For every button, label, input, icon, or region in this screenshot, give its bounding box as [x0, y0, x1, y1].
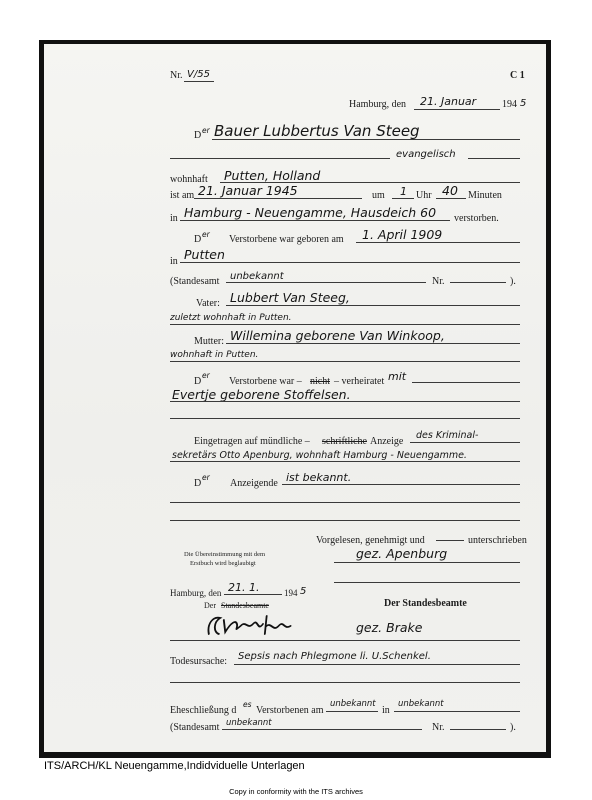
vater-label: Vater:: [196, 298, 220, 309]
verstorben-label: verstorben.: [454, 213, 499, 224]
ehe-label: Eheschließung d: [170, 705, 237, 716]
archive-caption: ITS/ARCH/KL Neuengamme,Indidviduelle Unterlagen: [44, 760, 305, 772]
hour: 1: [400, 185, 407, 198]
in-label: in: [170, 213, 178, 224]
anzeige-hand-1: des Kriminal-: [416, 430, 479, 441]
married-text-2: – verheiratet: [334, 376, 385, 387]
nr-label: Nr.: [170, 70, 183, 81]
ubereinstimmung-line-2: Erstbuch wird beglaubigt: [190, 560, 256, 567]
ist-am-label: ist am: [170, 190, 195, 201]
death-certificate-document: [44, 44, 546, 752]
nr-value: V/55: [187, 69, 210, 80]
anzeigende-label: Anzeigende: [230, 478, 278, 489]
um-label: um: [372, 190, 385, 201]
minuten-label: Minuten: [468, 190, 502, 201]
date-value: 21. Januar: [420, 95, 477, 108]
eingetragen-text: Eingetragen auf mündliche –: [194, 436, 310, 447]
birth-date: 1. April 1909: [362, 227, 443, 242]
form-code: C 1: [510, 70, 525, 81]
anzeige-hand-2: sekretärs Otto Apenburg, wohnhaft Hamburg - Neuengamme.: [172, 450, 467, 461]
ehe-text: Verstorbenen am: [256, 705, 324, 716]
mutter-value: Willemina geborene Van Winkoop,: [230, 328, 445, 343]
der-prefix: D: [194, 130, 202, 141]
mutter-address: wohnhaft in Putten.: [170, 350, 259, 360]
spouse: Evertje geborene Stoffelsen.: [172, 387, 351, 402]
standesamt-value: unbekannt: [230, 271, 284, 282]
standesamt-2-value: unbekannt: [226, 718, 272, 728]
married-strike: nicht: [310, 376, 330, 387]
vater-value: Lubbert Van Steeg,: [230, 290, 350, 305]
religion: evangelisch: [396, 149, 456, 160]
vater-address: zuletzt wohnhaft in Putten.: [170, 313, 292, 323]
year-printed: 194: [502, 99, 517, 110]
death-place: Hamburg - Neuengamme, Hausdeich 60: [184, 205, 437, 220]
born-d: D: [194, 234, 202, 245]
nr-label-3: Nr.: [432, 722, 445, 733]
married-text: Verstorbene war –: [229, 376, 302, 387]
gez-apenburg: gez. Apenburg: [356, 546, 448, 561]
uhr-label: Uhr: [416, 190, 432, 201]
todesursache-label: Todesursache:: [170, 656, 228, 667]
todesursache-value: Sepsis nach Phlegmone li. U.Schenkel.: [238, 651, 431, 662]
nr-label-2: Nr.: [432, 276, 445, 287]
wohnhaft-value: Putten, Holland: [224, 168, 321, 183]
death-date: 21. Januar 1945: [198, 183, 298, 198]
standesamt-2-label: (Standesamt: [170, 722, 220, 733]
born-text: Verstorbene war geboren am: [229, 234, 344, 245]
standesbeamte-left: Standesbeamte: [221, 601, 269, 610]
close-paren-2: ).: [510, 722, 516, 733]
standesamt-label: (Standesamt: [170, 276, 220, 287]
anzeigende-der-suffix: er: [202, 473, 210, 482]
gez-brake: gez. Brake: [356, 620, 423, 635]
ehe-es: es: [243, 700, 252, 709]
minutes: 40: [442, 183, 458, 198]
wohnhaft-label: wohnhaft: [170, 174, 208, 185]
hamburg-den-2: Hamburg, den: [170, 588, 222, 598]
married-der-suffix: er: [202, 371, 210, 380]
mutter-label: Mutter:: [194, 336, 224, 347]
born-der-suffix: er: [202, 230, 210, 239]
vorgelesen-text: Vorgelesen, genehmigt und: [316, 535, 425, 546]
anzeigende-value: ist bekannt.: [286, 471, 352, 484]
close-paren: ).: [510, 276, 516, 287]
ehe-am-value: unbekannt: [330, 699, 376, 709]
year2-hand: 5: [300, 586, 307, 597]
married-mit: mit: [388, 370, 407, 383]
archive-footer: Copy in conformity with the ITS archives: [229, 787, 363, 796]
unterschrieben-text: unterschrieben: [468, 535, 527, 546]
place-date-label: Hamburg, den: [349, 99, 407, 110]
year2-printed: 194: [284, 588, 298, 598]
ubereinstimmung-line-1: Die Übereinstimmung mit dem: [184, 551, 266, 558]
standesbeamte-right: Der Standesbeamte: [384, 598, 467, 609]
anzeige-text: Anzeige: [370, 436, 404, 447]
in-label-2: in: [170, 256, 178, 267]
der-suffix: er: [202, 126, 210, 135]
signature-scribble-icon: [202, 612, 308, 640]
married-d: D: [194, 376, 202, 387]
year-hand: 5: [520, 98, 527, 109]
birth-place: Putten: [184, 247, 225, 262]
ehe-in-value: unbekannt: [398, 699, 444, 709]
schriftliche: schriftliche: [322, 436, 367, 447]
standesbeamte-left-prefix: Der: [204, 601, 216, 610]
anzeigende-d: D: [194, 478, 202, 489]
name-line: Bauer Lubbertus Van Steeg: [214, 122, 420, 140]
ehe-in: in: [382, 705, 390, 716]
date2-hand: 21. 1.: [228, 581, 260, 594]
